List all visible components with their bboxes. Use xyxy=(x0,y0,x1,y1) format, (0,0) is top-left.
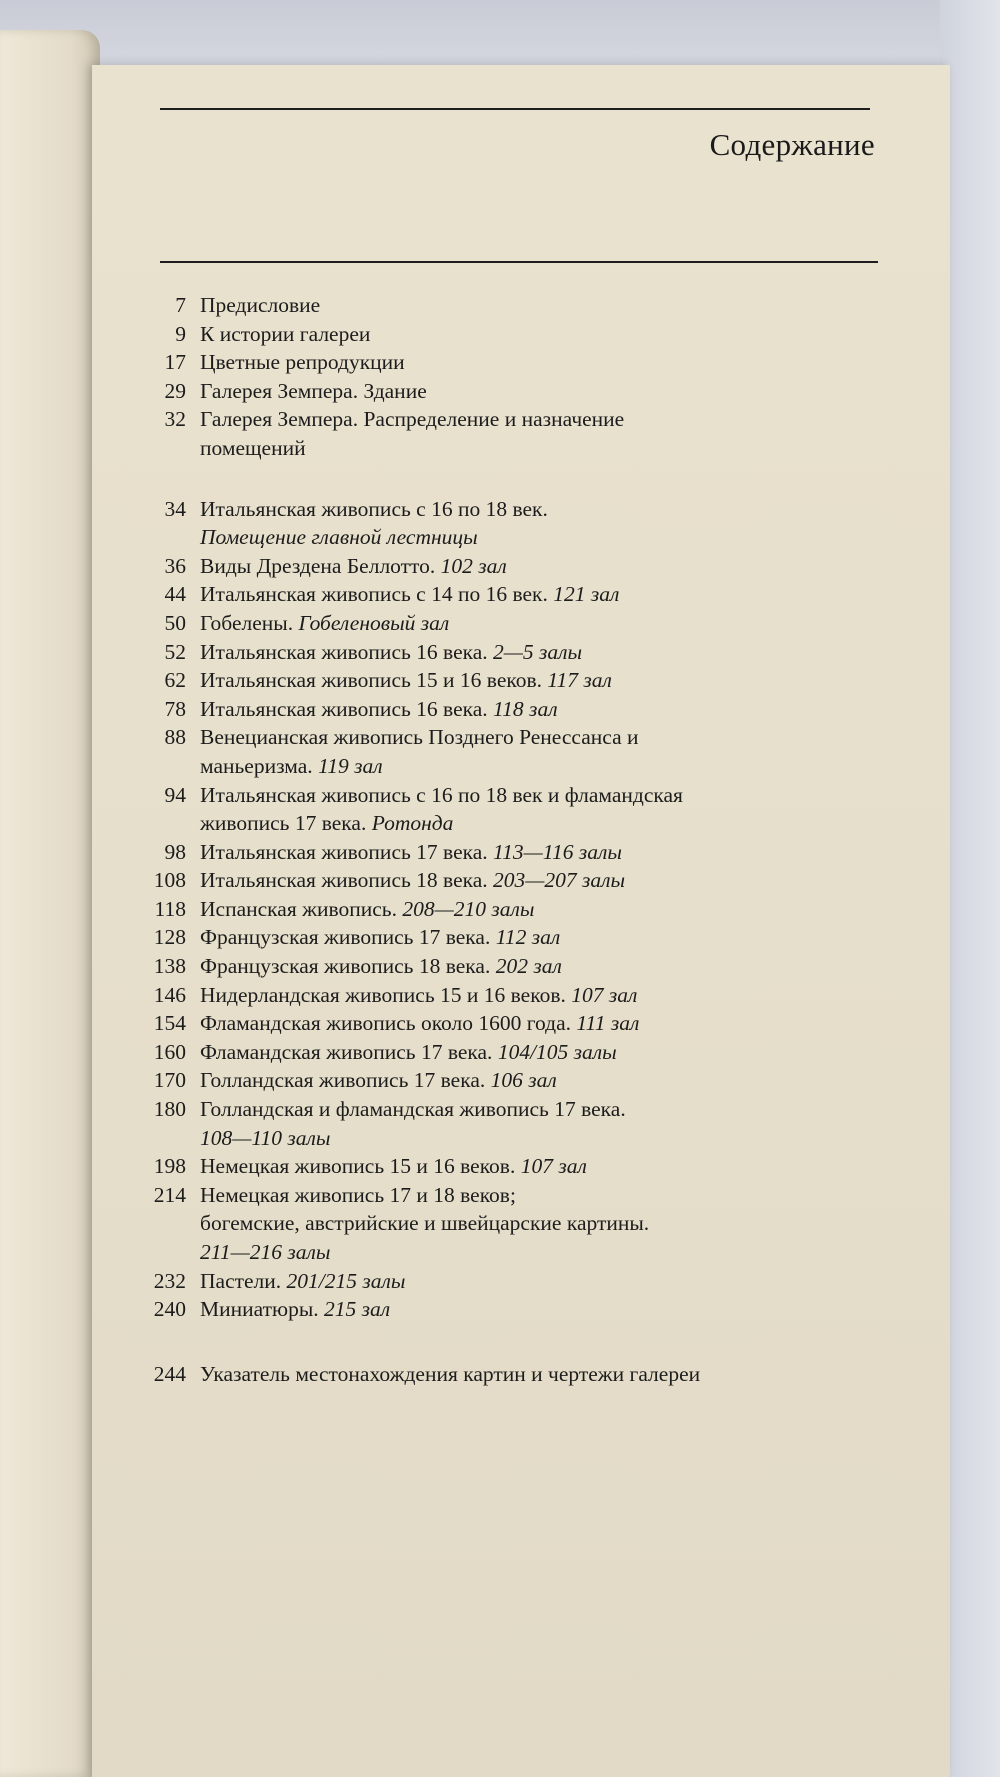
toc-entry-title: Указатель местонахождения картин и чертежи галереи xyxy=(200,1361,701,1386)
toc-page-number: 118 xyxy=(154,896,186,921)
toc-entry-text xyxy=(200,552,932,581)
toc-entry-text xyxy=(200,609,932,638)
toc-entry xyxy=(132,838,932,867)
toc-entry-text xyxy=(200,666,932,695)
toc-entry-room: 117 зал xyxy=(547,668,612,693)
toc-entry-title: Французская живопись 17 века. xyxy=(200,925,496,950)
toc-entry-title: Цветные репродукции xyxy=(200,350,405,375)
toc-entry-room: Гобеленовый зал xyxy=(298,610,450,635)
toc-entry-text xyxy=(200,1360,932,1389)
toc-page-number: 78 xyxy=(164,696,186,721)
toc-entry xyxy=(132,552,932,581)
toc-entry-text xyxy=(200,895,932,924)
toc-entry xyxy=(132,580,932,609)
toc-entry-title: Фламандская живопись около 1600 года. xyxy=(200,1011,577,1036)
toc-entry xyxy=(132,320,932,349)
toc-entry-title: Итальянская живопись 17 века. xyxy=(200,839,494,864)
toc-page-number: 198 xyxy=(153,1154,186,1179)
toc-page-number: 88 xyxy=(164,725,186,750)
toc-entry-room: 2—5 залы xyxy=(493,639,583,664)
toc-entry xyxy=(132,348,932,377)
toc-entry xyxy=(132,291,932,320)
toc-entry xyxy=(132,1152,932,1181)
toc-entry xyxy=(132,695,932,724)
toc-entry xyxy=(132,609,932,638)
toc-entry xyxy=(132,1267,932,1296)
toc-entry-room: 104/105 залы xyxy=(497,1039,617,1064)
toc-entry xyxy=(132,866,932,895)
toc-page-number: 232 xyxy=(153,1268,186,1293)
toc-entry xyxy=(132,723,932,752)
toc-page-number: 94 xyxy=(164,782,186,807)
toc-entry-room: 202 зал xyxy=(495,954,562,979)
toc-entry xyxy=(132,1181,932,1210)
toc-entry-text xyxy=(200,723,932,752)
book-page xyxy=(92,65,950,1777)
toc-entry-title: Итальянская живопись с 16 по 18 век. xyxy=(200,496,548,521)
toc-entry-room: 107 зал xyxy=(520,1154,587,1179)
toc-entry-title: Французская живопись 18 века. xyxy=(200,954,496,979)
toc-spacer xyxy=(132,463,932,495)
toc-entry-continuation xyxy=(132,1124,932,1153)
toc-page-number: 44 xyxy=(164,582,186,607)
toc-entry-text xyxy=(200,1066,932,1095)
toc-entry xyxy=(132,981,932,1010)
toc-entry-title: помещений xyxy=(200,435,306,460)
toc-entry-room: 119 зал xyxy=(318,753,383,778)
toc-page-number: 34 xyxy=(164,496,186,521)
toc-entry-continuation xyxy=(132,434,932,463)
toc-entry-title: Пастели. xyxy=(200,1268,287,1293)
toc-entry-title: Испанская живопись. xyxy=(200,896,403,921)
toc-entry-continuation xyxy=(132,1238,932,1267)
toc-entry-title: Голландская живопись 17 века. xyxy=(200,1068,491,1093)
toc-entry xyxy=(132,1295,932,1324)
toc-entry-room: 106 зал xyxy=(490,1068,557,1093)
left-page-edge xyxy=(0,30,100,1777)
toc-entry-text xyxy=(200,377,932,406)
toc-entry-continuation xyxy=(132,809,932,838)
toc-entry-title: Гобелены. xyxy=(200,610,299,635)
toc-entry-room: 121 зал xyxy=(553,582,620,607)
toc-entry-title: Виды Дрездена Беллотто. xyxy=(200,553,441,578)
toc-entry-text xyxy=(200,1238,932,1267)
toc-entry-room: 108—110 залы xyxy=(200,1125,331,1150)
toc-page-number: 138 xyxy=(153,954,186,979)
toc-entry-text xyxy=(200,580,932,609)
toc-entry-title: К истории галереи xyxy=(200,321,371,346)
top-rule xyxy=(160,108,870,110)
toc-entry-title: Фламандская живопись 17 века. xyxy=(200,1039,498,1064)
toc-entry-room: 211—216 залы xyxy=(200,1240,331,1264)
toc-page-number: 9 xyxy=(175,321,186,346)
toc-page-number: 36 xyxy=(164,553,186,578)
toc-entry-text xyxy=(200,1295,932,1324)
toc-entry-text xyxy=(200,405,932,434)
toc-entry-text xyxy=(200,348,932,377)
toc-entry-title: Нидерландская живопись 15 и 16 веков. xyxy=(200,982,572,1007)
toc-entry-title: Голландская и фламандская живопись 17 века. xyxy=(200,1097,626,1122)
toc-entry xyxy=(132,377,932,406)
toc-page-number: 244 xyxy=(153,1361,186,1386)
toc-entry-text xyxy=(200,495,932,524)
toc-entry xyxy=(132,1009,932,1038)
toc-entry-text xyxy=(200,838,932,867)
toc-entry-title: Миниатюры. xyxy=(200,1297,325,1322)
toc-entry-continuation xyxy=(132,1209,932,1238)
toc-page-number: 17 xyxy=(164,350,186,375)
toc-entry-room: 113—116 залы xyxy=(493,839,622,864)
toc-entry-continuation xyxy=(132,752,932,781)
toc-entry-text xyxy=(200,866,932,895)
toc-page-number: 240 xyxy=(153,1297,186,1322)
toc-entry-text xyxy=(200,1267,932,1296)
toc-entry-room: 112 зал xyxy=(495,925,561,950)
toc-page-number: 50 xyxy=(164,610,186,635)
toc-entry-title: Итальянская живопись 15 и 16 веков. xyxy=(200,668,548,693)
toc-page-number: 154 xyxy=(153,1011,186,1036)
toc-entry-text xyxy=(200,320,932,349)
toc-entry-continuation xyxy=(132,523,932,552)
toc-entry-room: Ротонда xyxy=(371,811,454,836)
toc-page-number: 7 xyxy=(175,293,186,317)
toc-entry xyxy=(132,666,932,695)
toc-entry-text xyxy=(200,1181,932,1210)
toc-page-number: 170 xyxy=(153,1068,186,1093)
toc-page-number: 146 xyxy=(153,982,186,1007)
toc-entry-room: 208—210 залы xyxy=(402,896,535,921)
toc-entry xyxy=(132,952,932,981)
toc-entry xyxy=(132,405,932,434)
toc-entry-room: 111 зал xyxy=(576,1011,640,1036)
toc-entry xyxy=(132,895,932,924)
table-of-contents xyxy=(132,291,932,1388)
toc-entry-title: Немецкая живопись 17 и 18 веков; xyxy=(200,1182,516,1207)
toc-entry xyxy=(132,1066,932,1095)
toc-entry xyxy=(132,781,932,810)
toc-entry-text xyxy=(200,1152,932,1181)
toc-entry-title: Немецкая живопись 15 и 16 веков. xyxy=(200,1154,521,1179)
toc-entry-room: 201/215 залы xyxy=(286,1268,406,1293)
toc-entry-text xyxy=(200,952,932,981)
toc-entry-text xyxy=(200,1038,932,1067)
toc-page-number: 98 xyxy=(164,839,186,864)
toc-entry-room: 215 зал xyxy=(324,1297,391,1322)
toc-entry-room: 203—207 залы xyxy=(493,868,626,893)
toc-page-number: 180 xyxy=(153,1097,186,1122)
toc-entry-text xyxy=(200,523,932,552)
toc-entry-title: Итальянская живопись 16 века. xyxy=(200,696,494,721)
toc-entry-title: Итальянская живопись 16 века. xyxy=(200,639,494,664)
toc-entry-text xyxy=(200,638,932,667)
toc-entry-text xyxy=(200,695,932,724)
toc-entry xyxy=(132,1360,932,1389)
toc-page-number: 108 xyxy=(153,868,186,893)
toc-entry-text xyxy=(200,752,932,781)
toc-entry-text xyxy=(200,981,932,1010)
toc-entry xyxy=(132,1038,932,1067)
toc-page-number: 62 xyxy=(164,668,186,693)
toc-entry xyxy=(132,923,932,952)
toc-page-number: 52 xyxy=(164,639,186,664)
toc-entry-title: Итальянская живопись 18 века. xyxy=(200,868,494,893)
toc-entry-text xyxy=(200,1095,932,1124)
toc-entry xyxy=(132,638,932,667)
toc-entry-room: 118 зал xyxy=(493,696,558,721)
toc-page-number: 214 xyxy=(153,1182,186,1207)
toc-entry-room: 107 зал xyxy=(571,982,638,1007)
toc-entry-text xyxy=(200,923,932,952)
toc-entry-title: Галерея Земпера. Здание xyxy=(200,378,427,403)
page-title: Содержание xyxy=(709,127,875,162)
toc-entry-room: Помещение главной лестницы xyxy=(200,525,478,550)
toc-entry-title: богемские, австрийские и швейцарские картины. xyxy=(200,1211,650,1236)
toc-entry-title: живопись 17 века. xyxy=(200,811,372,836)
toc-page-number: 29 xyxy=(164,378,186,403)
toc-entry-text xyxy=(200,1009,932,1038)
toc-entry-title: маньеризма. xyxy=(200,753,319,778)
toc-entry-title: Венецианская живопись Позднего Ренессанса и xyxy=(200,725,639,750)
toc-entry xyxy=(132,1095,932,1124)
toc-spacer xyxy=(132,1324,932,1360)
toc-page-number: 160 xyxy=(153,1039,186,1064)
toc-entry-text xyxy=(200,781,932,810)
toc-page-number: 32 xyxy=(164,407,186,432)
toc-entry-text xyxy=(200,291,932,320)
toc-entry-text xyxy=(200,809,932,838)
toc-entry-room: 102 зал xyxy=(440,553,507,578)
toc-entry xyxy=(132,495,932,524)
toc-entry-title: Галерея Земпера. Распределение и назначение xyxy=(200,407,625,432)
title-underline xyxy=(160,261,878,263)
toc-entry-title: Итальянская живопись с 16 по 18 век и фламандская xyxy=(200,782,683,807)
toc-entry-title: Итальянская живопись с 14 по 16 век. xyxy=(200,582,554,607)
toc-entry-title: Предисловие xyxy=(200,293,321,317)
toc-page-number: 128 xyxy=(153,925,186,950)
toc-entry-text xyxy=(200,1209,932,1238)
toc-entry-text xyxy=(200,1124,932,1153)
toc-entry-text xyxy=(200,434,932,463)
